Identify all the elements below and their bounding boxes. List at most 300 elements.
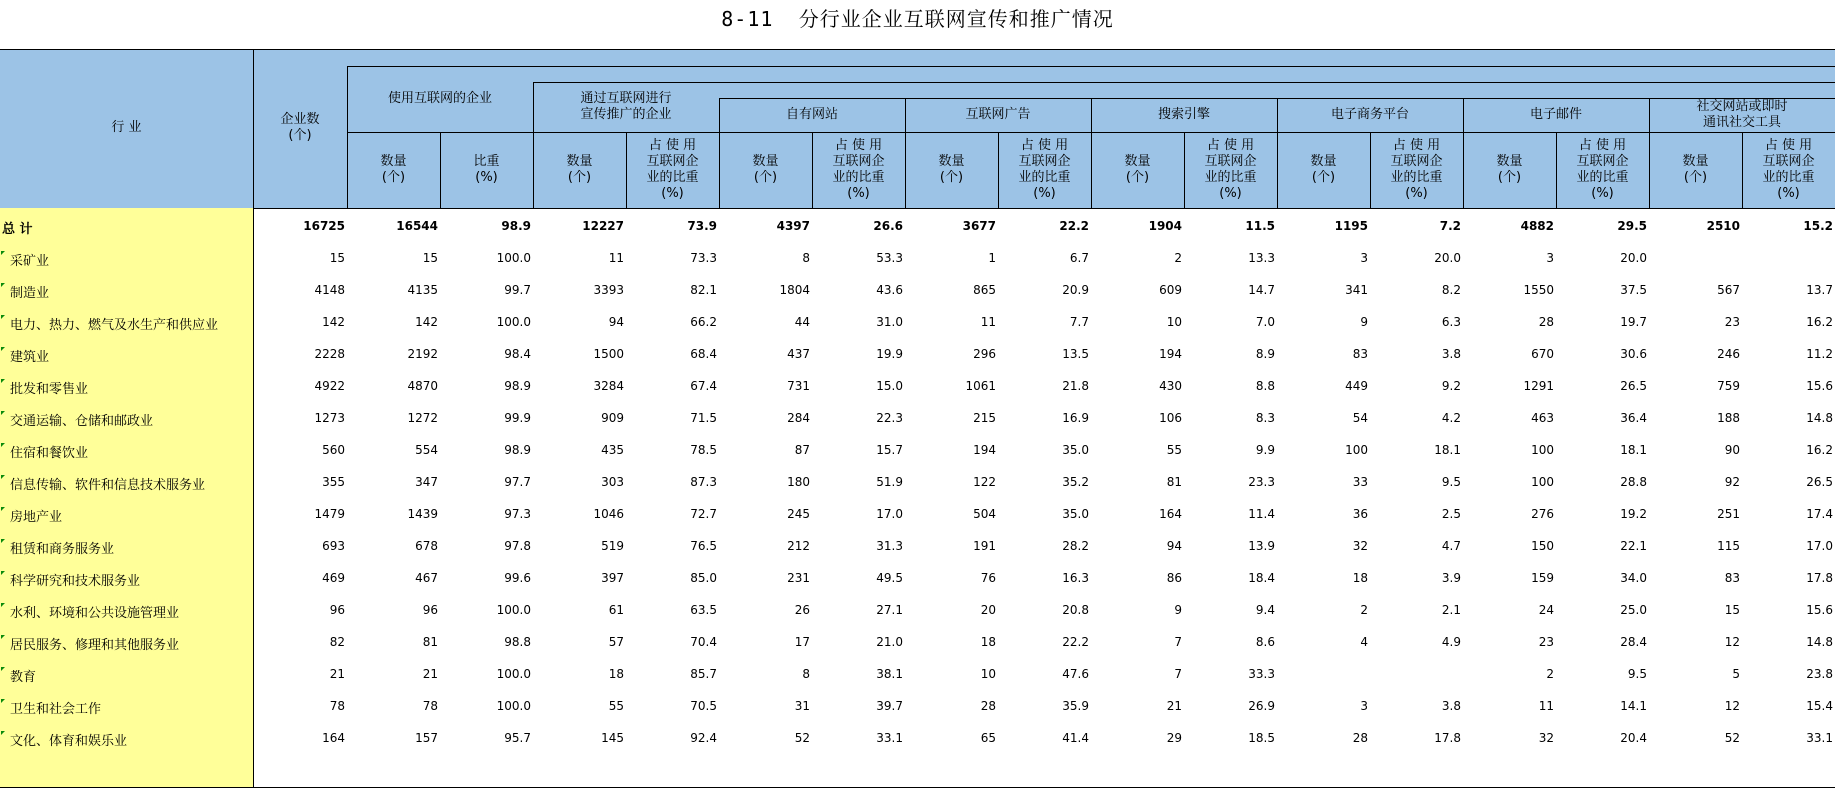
row-value: 180 [787, 475, 810, 489]
row-value: 15.0 [876, 379, 903, 393]
row-value: 28.2 [1062, 539, 1089, 553]
row-value: 23.3 [1248, 475, 1275, 489]
row-value: 2.5 [1441, 507, 1461, 521]
row-value: 92 [1724, 475, 1740, 489]
row-value: 51.9 [876, 475, 903, 489]
row-value: 97.3 [504, 507, 531, 521]
row-value: 73.9 [687, 219, 717, 233]
row-marker-icon [1, 731, 5, 735]
row-marker-icon [1, 571, 5, 575]
row-value: 13.9 [1248, 539, 1275, 553]
row-industry-name: 批发和零售业 [10, 382, 89, 397]
row-value: 1 [988, 251, 996, 265]
row-marker-icon [1, 347, 5, 351]
row-value: 3677 [962, 219, 996, 233]
row-value: 1291 [1523, 379, 1554, 393]
row-value: 164 [1159, 507, 1182, 521]
row-industry-name: 教育 [10, 670, 37, 685]
header-group-border-2 [719, 98, 720, 208]
row-value: 17.0 [1806, 539, 1833, 553]
header-sub-3-0: 数量 (个) [938, 154, 965, 185]
row-value: 82 [329, 635, 345, 649]
row-value: 11.4 [1248, 507, 1275, 521]
row-value: 35.0 [1062, 443, 1089, 457]
row-value: 8.8 [1255, 379, 1275, 393]
row-value: 52 [1724, 731, 1740, 745]
row-value: 19.7 [1620, 315, 1647, 329]
row-value: 29.5 [1617, 219, 1647, 233]
row-value: 17.8 [1806, 571, 1833, 585]
row-value: 18.4 [1248, 571, 1275, 585]
header-sub-border-7 [1742, 132, 1743, 208]
header-group-7: 社交网站或即时 通讯社交工具 [1696, 99, 1788, 130]
row-value: 12227 [582, 219, 624, 233]
row-value: 3.8 [1441, 699, 1461, 713]
row-value: 1061 [965, 379, 996, 393]
row-value: 20.0 [1620, 251, 1647, 265]
row-value: 24 [1538, 603, 1554, 617]
row-value: 9 [1174, 603, 1182, 617]
row-value: 61 [608, 603, 624, 617]
row-value: 96 [422, 603, 438, 617]
row-value: 18 [608, 667, 624, 681]
row-value: 4148 [314, 283, 345, 297]
row-value: 26 [794, 603, 810, 617]
header-group-1: 通过互联网进行 宣传推广的企业 [580, 91, 672, 122]
row-value: 83 [1724, 571, 1740, 585]
row-value: 87 [794, 443, 810, 457]
row-value: 164 [322, 731, 345, 745]
row-value: 106 [1159, 411, 1182, 425]
row-value: 49.5 [876, 571, 903, 585]
table-number: 8-11 [721, 7, 774, 31]
row-marker-icon [1, 635, 5, 639]
row-value: 469 [322, 571, 345, 585]
row-value: 96 [329, 603, 345, 617]
row-industry-name: 电力、热力、燃气及水生产和供应业 [10, 318, 219, 333]
row-value: 3 [1360, 251, 1368, 265]
header-industry: 行 业 [111, 120, 142, 135]
row-value: 9.5 [1441, 475, 1461, 489]
row-value: 4882 [1520, 219, 1554, 233]
row-value: 76.5 [690, 539, 717, 553]
row-value: 504 [973, 507, 996, 521]
header-group-0: 使用互联网的企业 [387, 91, 492, 106]
row-value: 19.9 [876, 347, 903, 361]
row-value: 100.0 [496, 667, 531, 681]
row-industry-name: 制造业 [10, 286, 50, 301]
header-top-band-line [347, 66, 1835, 67]
row-value: 567 [1717, 283, 1740, 297]
header-sub-7-1: 占 使 用 互联网企 业的比重 (%) [1762, 138, 1815, 201]
row-value: 11 [980, 315, 996, 329]
row-marker-icon [1, 539, 5, 543]
row-value: 66.2 [690, 315, 717, 329]
row-value: 7.7 [1069, 315, 1089, 329]
header-sub-2-0: 数量 (个) [752, 154, 779, 185]
row-value: 15.7 [876, 443, 903, 457]
row-value: 21 [1166, 699, 1182, 713]
header-sub-border-1 [626, 132, 627, 208]
row-value: 21 [329, 667, 345, 681]
row-value: 15 [329, 251, 345, 265]
row-value: 28 [1538, 315, 1554, 329]
row-value: 33.3 [1248, 667, 1275, 681]
row-value: 99.6 [504, 571, 531, 585]
row-value: 38.1 [876, 667, 903, 681]
row-value: 142 [415, 315, 438, 329]
row-value: 11 [608, 251, 624, 265]
row-value: 194 [1159, 347, 1182, 361]
row-value: 19.2 [1620, 507, 1647, 521]
row-value: 22.2 [1059, 219, 1089, 233]
header-sub-5-1: 占 使 用 互联网企 业的比重 (%) [1390, 138, 1443, 201]
row-value: 98.8 [504, 635, 531, 649]
row-industry-name: 卫生和社会工作 [10, 702, 102, 717]
row-value: 2.1 [1441, 603, 1461, 617]
row-marker-icon [1, 411, 5, 415]
header-sub-border-6 [1556, 132, 1557, 208]
row-value: 11 [1538, 699, 1554, 713]
row-value: 467 [415, 571, 438, 585]
row-value: 122 [973, 475, 996, 489]
row-value: 32 [1538, 731, 1554, 745]
row-value: 355 [322, 475, 345, 489]
row-value: 55 [1166, 443, 1182, 457]
row-value: 81 [1166, 475, 1182, 489]
row-value: 14.8 [1806, 635, 1833, 649]
row-value: 3.9 [1441, 571, 1461, 585]
row-value: 73.3 [690, 251, 717, 265]
row-value: 1500 [593, 347, 624, 361]
row-value: 4.2 [1441, 411, 1461, 425]
row-value: 4870 [407, 379, 438, 393]
row-marker-icon [1, 283, 5, 287]
row-value: 670 [1531, 347, 1554, 361]
row-value: 22.1 [1620, 539, 1647, 553]
row-value: 21.8 [1062, 379, 1089, 393]
row-value: 2510 [1706, 219, 1740, 233]
row-value: 865 [973, 283, 996, 297]
row-value: 15 [422, 251, 438, 265]
row-value: 7.0 [1255, 315, 1275, 329]
row-value: 33.1 [1806, 731, 1833, 745]
header-sub-border-2 [812, 132, 813, 208]
row-value: 519 [601, 539, 624, 553]
row-value: 17.0 [876, 507, 903, 521]
row-value: 21 [422, 667, 438, 681]
row-value: 39.7 [876, 699, 903, 713]
row-value: 23 [1538, 635, 1554, 649]
row-value: 100 [1531, 475, 1554, 489]
row-value: 341 [1345, 283, 1368, 297]
row-value: 11.2 [1806, 347, 1833, 361]
header-sub-6-1: 占 使 用 互联网企 业的比重 (%) [1576, 138, 1629, 201]
header-group-4: 搜索引擎 [1157, 107, 1210, 122]
row-value: 3 [1360, 699, 1368, 713]
row-value: 1439 [407, 507, 438, 521]
row-value: 145 [601, 731, 624, 745]
row-value: 30.6 [1620, 347, 1647, 361]
row-marker-icon [1, 699, 5, 703]
row-value: 9.9 [1255, 443, 1275, 457]
row-value: 98.9 [504, 379, 531, 393]
row-value: 13.5 [1062, 347, 1089, 361]
row-value: 100.0 [496, 699, 531, 713]
row-value: 35.2 [1062, 475, 1089, 489]
row-value: 35.9 [1062, 699, 1089, 713]
row-value: 97.8 [504, 539, 531, 553]
row-marker-icon [1, 315, 5, 319]
row-value: 9 [1360, 315, 1368, 329]
row-value: 212 [787, 539, 810, 553]
row-value: 188 [1717, 411, 1740, 425]
row-value: 347 [415, 475, 438, 489]
row-value: 92.4 [690, 731, 717, 745]
header-sub-4-1: 占 使 用 互联网企 业的比重 (%) [1204, 138, 1257, 201]
row-value: 191 [973, 539, 996, 553]
row-value: 8.3 [1255, 411, 1275, 425]
row-value: 98.9 [501, 219, 531, 233]
row-value: 100 [1531, 443, 1554, 457]
row-industry-name: 交通运输、仓储和邮政业 [10, 414, 154, 429]
row-value: 94 [1166, 539, 1182, 553]
header-group-border-4 [1091, 98, 1092, 208]
row-marker-icon [1, 251, 5, 255]
row-value: 5 [1732, 667, 1740, 681]
table-title [0, 3, 1835, 32]
row-value: 15.6 [1806, 379, 1833, 393]
row-value: 36 [1352, 507, 1368, 521]
row-value: 609 [1159, 283, 1182, 297]
row-value: 463 [1531, 411, 1554, 425]
row-value: 99.7 [504, 283, 531, 297]
row-value: 14.8 [1806, 411, 1833, 425]
row-value: 44 [794, 315, 810, 329]
row-value: 52 [794, 731, 810, 745]
row-value: 55 [608, 699, 624, 713]
row-value: 63.5 [690, 603, 717, 617]
row-industry-name: 采矿业 [10, 254, 50, 269]
row-value: 28.4 [1620, 635, 1647, 649]
row-value: 28 [980, 699, 996, 713]
row-value: 3 [1546, 251, 1554, 265]
row-value: 47.6 [1062, 667, 1089, 681]
row-value: 12 [1724, 635, 1740, 649]
row-value: 100.0 [496, 251, 531, 265]
row-value: 296 [973, 347, 996, 361]
row-value: 16.2 [1806, 443, 1833, 457]
row-value: 100 [1345, 443, 1368, 457]
row-value: 246 [1717, 347, 1740, 361]
row-value: 16.9 [1062, 411, 1089, 425]
row-value: 215 [973, 411, 996, 425]
header-sub-border-5 [1370, 132, 1371, 208]
row-value: 71.5 [690, 411, 717, 425]
row-value: 8 [802, 251, 810, 265]
row-value: 99.9 [504, 411, 531, 425]
row-marker-icon [1, 475, 5, 479]
row-value: 7.2 [1439, 219, 1461, 233]
row-value: 78 [422, 699, 438, 713]
row-value: 22.2 [1062, 635, 1089, 649]
row-value: 10 [1166, 315, 1182, 329]
row-value: 16725 [303, 219, 345, 233]
table-title-text: 分行业企业互联网宣传和推广情况 [798, 7, 1114, 31]
row-value: 437 [787, 347, 810, 361]
row-value: 4397 [776, 219, 810, 233]
row-value: 11.5 [1245, 219, 1275, 233]
row-value: 22.3 [876, 411, 903, 425]
row-value: 98.9 [504, 443, 531, 457]
header-sub-3-1: 占 使 用 互联网企 业的比重 (%) [1018, 138, 1071, 201]
row-value: 397 [601, 571, 624, 585]
row-value: 4.9 [1441, 635, 1461, 649]
row-value: 90 [1724, 443, 1740, 457]
header-sub-4-0: 数量 (个) [1124, 154, 1151, 185]
row-value: 150 [1531, 539, 1554, 553]
row-marker-icon [1, 379, 5, 383]
row-value: 20.0 [1434, 251, 1461, 265]
header-group-2: 自有网站 [785, 107, 838, 122]
row-value: 2 [1174, 251, 1182, 265]
row-industry-name: 住宿和餐饮业 [10, 446, 89, 461]
row-value: 13.7 [1806, 283, 1833, 297]
row-value: 8 [802, 667, 810, 681]
row-industry-name: 房地产业 [10, 510, 63, 525]
row-value: 85.0 [690, 571, 717, 585]
row-value: 9.2 [1441, 379, 1461, 393]
row-value: 87.3 [690, 475, 717, 489]
row-value: 12 [1724, 699, 1740, 713]
row-value: 14.1 [1620, 699, 1647, 713]
row-value: 3284 [593, 379, 624, 393]
row-value: 18 [980, 635, 996, 649]
row-value: 4.7 [1441, 539, 1461, 553]
row-value: 28 [1352, 731, 1368, 745]
row-value: 65 [980, 731, 996, 745]
row-value: 4922 [314, 379, 345, 393]
row-industry-name: 居民服务、修理和其他服务业 [10, 638, 180, 653]
row-value: 31 [794, 699, 810, 713]
row-marker-icon [1, 667, 5, 671]
row-value: 15.6 [1806, 603, 1833, 617]
row-value: 97.7 [504, 475, 531, 489]
row-value: 20.9 [1062, 283, 1089, 297]
row-value: 3393 [593, 283, 624, 297]
row-value: 37.5 [1620, 283, 1647, 297]
row-value: 13.3 [1248, 251, 1275, 265]
row-industry-name: 租赁和商务服务业 [10, 542, 115, 557]
row-value: 2 [1360, 603, 1368, 617]
row-value: 14.7 [1248, 283, 1275, 297]
row-value: 8.6 [1255, 635, 1275, 649]
header-sub-1-1: 占 使 用 互联网企 业的比重 (%) [646, 138, 699, 201]
row-value: 1046 [593, 507, 624, 521]
row-value: 20.8 [1062, 603, 1089, 617]
row-value: 4135 [407, 283, 438, 297]
row-value: 16.2 [1806, 315, 1833, 329]
header-group-border-7 [1649, 98, 1650, 208]
header-sub-7-0: 数量 (个) [1682, 154, 1709, 185]
row-value: 6.3 [1441, 315, 1461, 329]
row-value: 15.2 [1803, 219, 1833, 233]
header-mid-line-1 [533, 82, 1835, 83]
row-value: 70.4 [690, 635, 717, 649]
header-group-border-1 [533, 82, 534, 208]
row-value: 18.1 [1434, 443, 1461, 457]
row-industry-name: 科学研究和技术服务业 [10, 574, 141, 589]
row-value: 100.0 [496, 315, 531, 329]
row-industry-name: 文化、体育和娱乐业 [10, 734, 128, 749]
row-value: 82.1 [690, 283, 717, 297]
header-group-border-6 [1463, 98, 1464, 208]
row-value: 231 [787, 571, 810, 585]
row-value: 57 [608, 635, 624, 649]
row-value: 100.0 [496, 603, 531, 617]
row-value: 20 [980, 603, 996, 617]
header-group-border-0 [347, 66, 348, 208]
row-value: 83 [1352, 347, 1368, 361]
row-value: 731 [787, 379, 810, 393]
row-value: 26.5 [1620, 379, 1647, 393]
row-value: 194 [973, 443, 996, 457]
row-value: 54 [1352, 411, 1368, 425]
row-value: 17.8 [1434, 731, 1461, 745]
row-value: 2228 [314, 347, 345, 361]
row-value: 41.4 [1062, 731, 1089, 745]
row-value: 157 [415, 731, 438, 745]
table-header [0, 49, 1835, 209]
header-sub-2-1: 占 使 用 互联网企 业的比重 (%) [832, 138, 885, 201]
row-value: 98.4 [504, 347, 531, 361]
row-value: 560 [322, 443, 345, 457]
row-marker-icon [1, 507, 5, 511]
row-value: 7 [1174, 667, 1182, 681]
row-value: 67.4 [690, 379, 717, 393]
header-sub-0-0: 数量 (个) [380, 154, 407, 185]
row-value: 4 [1360, 635, 1368, 649]
row-value: 16544 [396, 219, 438, 233]
row-value: 245 [787, 507, 810, 521]
row-value: 2 [1546, 667, 1554, 681]
row-value: 85.7 [690, 667, 717, 681]
row-value: 31.0 [876, 315, 903, 329]
row-value: 303 [601, 475, 624, 489]
row-value: 1272 [407, 411, 438, 425]
header-sub-border-3 [998, 132, 999, 208]
row-value: 1195 [1334, 219, 1368, 233]
row-marker-icon [1, 443, 5, 447]
row-value: 25.0 [1620, 603, 1647, 617]
row-value: 1550 [1523, 283, 1554, 297]
row-value: 43.6 [876, 283, 903, 297]
header-group-border-3 [905, 98, 906, 208]
industry-column-border [253, 49, 254, 788]
row-value: 16.3 [1062, 571, 1089, 585]
row-value: 35.0 [1062, 507, 1089, 521]
row-value: 115 [1717, 539, 1740, 553]
row-value: 31.3 [876, 539, 903, 553]
header-group-5: 电子商务平台 [1330, 107, 1409, 122]
row-value: 78 [329, 699, 345, 713]
row-value: 1273 [314, 411, 345, 425]
row-value: 1804 [779, 283, 810, 297]
row-value: 1904 [1148, 219, 1182, 233]
row-value: 20.4 [1620, 731, 1647, 745]
row-value: 94 [608, 315, 624, 329]
header-group-border-5 [1277, 98, 1278, 208]
